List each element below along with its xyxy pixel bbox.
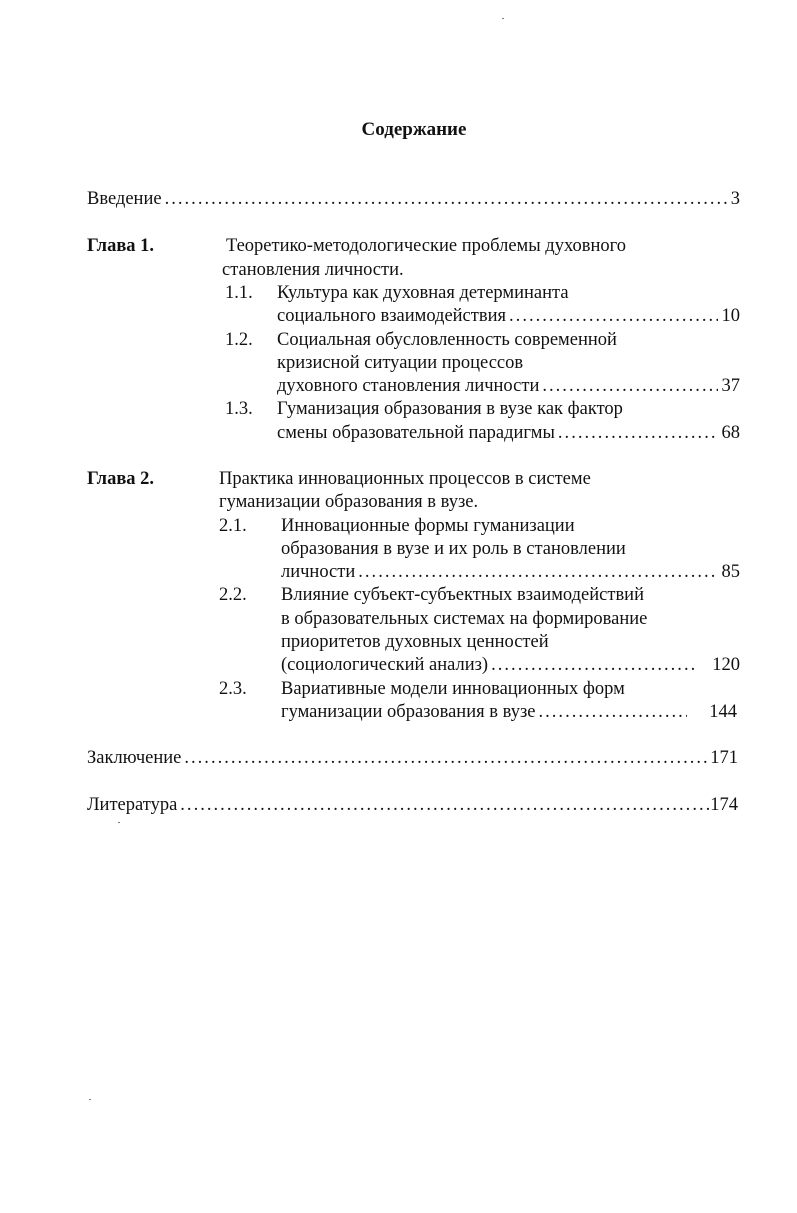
chapter-2-title-line: гуманизации образования в вузе.: [219, 492, 479, 512]
section-1-1-number: 1.1.: [225, 283, 253, 303]
section-2-1-line: образования в вузе и их роль в становлении: [281, 539, 626, 559]
section-2-3-number: 2.3.: [219, 679, 247, 699]
section-2-1-number: 2.1.: [219, 516, 247, 536]
toc-entry-label: Введение: [87, 189, 162, 209]
dot-leader: [491, 654, 696, 678]
toc-entry-section-1-1[interactable]: [277, 305, 740, 329]
section-2-2-line: в образовательных системах на формирование: [281, 609, 648, 629]
section-1-2-line: кризисной ситуации процессов: [277, 353, 524, 373]
section-1-3-line: Гуманизация образования в вузе как фактор: [277, 399, 623, 419]
dot-leader: [509, 305, 717, 329]
toc-entry-references[interactable]: [87, 794, 738, 818]
dot-leader: [165, 188, 727, 212]
section-2-1-line: личности: [281, 562, 356, 582]
toc-entry-section-1-3[interactable]: [277, 422, 740, 446]
page-title: Содержание: [361, 119, 467, 140]
toc-entry-label: Заключение: [87, 748, 182, 768]
section-2-2-number: 2.2.: [219, 585, 247, 605]
toc-page-number: 174: [710, 795, 738, 815]
toc-entry-label: Литература: [87, 795, 178, 815]
toc-entry-section-2-3[interactable]: [281, 701, 737, 725]
dot-leader: [180, 794, 709, 818]
scan-speck: [89, 1099, 91, 1100]
section-1-1-line: Культура как духовная детерминанта: [277, 283, 569, 303]
section-1-2-number: 1.2.: [225, 330, 253, 350]
toc-entry-intro[interactable]: [87, 188, 740, 212]
dot-leader: [558, 422, 718, 446]
section-2-3-line: гуманизации образования в вузе: [281, 702, 536, 722]
section-2-1-line: Инновационные формы гуманизации: [281, 516, 575, 536]
toc-page-number: 171: [710, 748, 738, 768]
toc-page-number: 85: [721, 562, 740, 582]
toc-entry-section-1-2[interactable]: [277, 375, 740, 399]
chapter-2-label: Глава 2.: [87, 469, 155, 489]
dot-leader: [358, 561, 717, 585]
section-1-1-line: социального взаимодействия: [277, 306, 507, 326]
dot-leader: [542, 375, 717, 399]
chapter-1-title-line: Теоретико-методологические проблемы духовного: [226, 236, 627, 256]
chapter-2-title-line: Практика инновационных процессов в системе: [219, 469, 591, 489]
section-1-2-line: духовного становления личности: [277, 376, 540, 396]
scan-speck: [118, 822, 120, 823]
toc-page-number: 120: [712, 655, 740, 675]
section-2-3-line: Вариативные модели инновационных форм: [281, 679, 625, 699]
chapter-1-label: Глава 1.: [87, 236, 155, 256]
section-1-2-line: Социальная обусловленность современной: [277, 330, 617, 350]
toc-page-number: 144: [709, 702, 737, 722]
toc-page-number: 68: [721, 423, 740, 443]
dot-leader: [538, 701, 687, 725]
toc-page-number: 10: [721, 306, 740, 326]
section-2-2-line: (социологический анализ): [281, 655, 489, 675]
section-1-3-number: 1.3.: [225, 399, 253, 419]
toc-entry-section-2-1[interactable]: [281, 561, 740, 585]
section-2-2-line: приоритетов духовных ценностей: [281, 632, 549, 652]
toc-entry-section-2-2[interactable]: [281, 654, 740, 678]
section-1-3-line: смены образовательной парадигмы: [277, 423, 555, 443]
toc-page-number: 3: [730, 189, 740, 209]
scan-speck: [502, 18, 504, 19]
dot-leader: [184, 747, 709, 771]
section-2-2-line: Влияние субъект-субъектных взаимодействий: [281, 585, 644, 605]
chapter-1-title-line: становления личности.: [222, 260, 404, 280]
toc-entry-conclusion[interactable]: [87, 747, 738, 771]
toc-page-number: 37: [721, 376, 740, 396]
